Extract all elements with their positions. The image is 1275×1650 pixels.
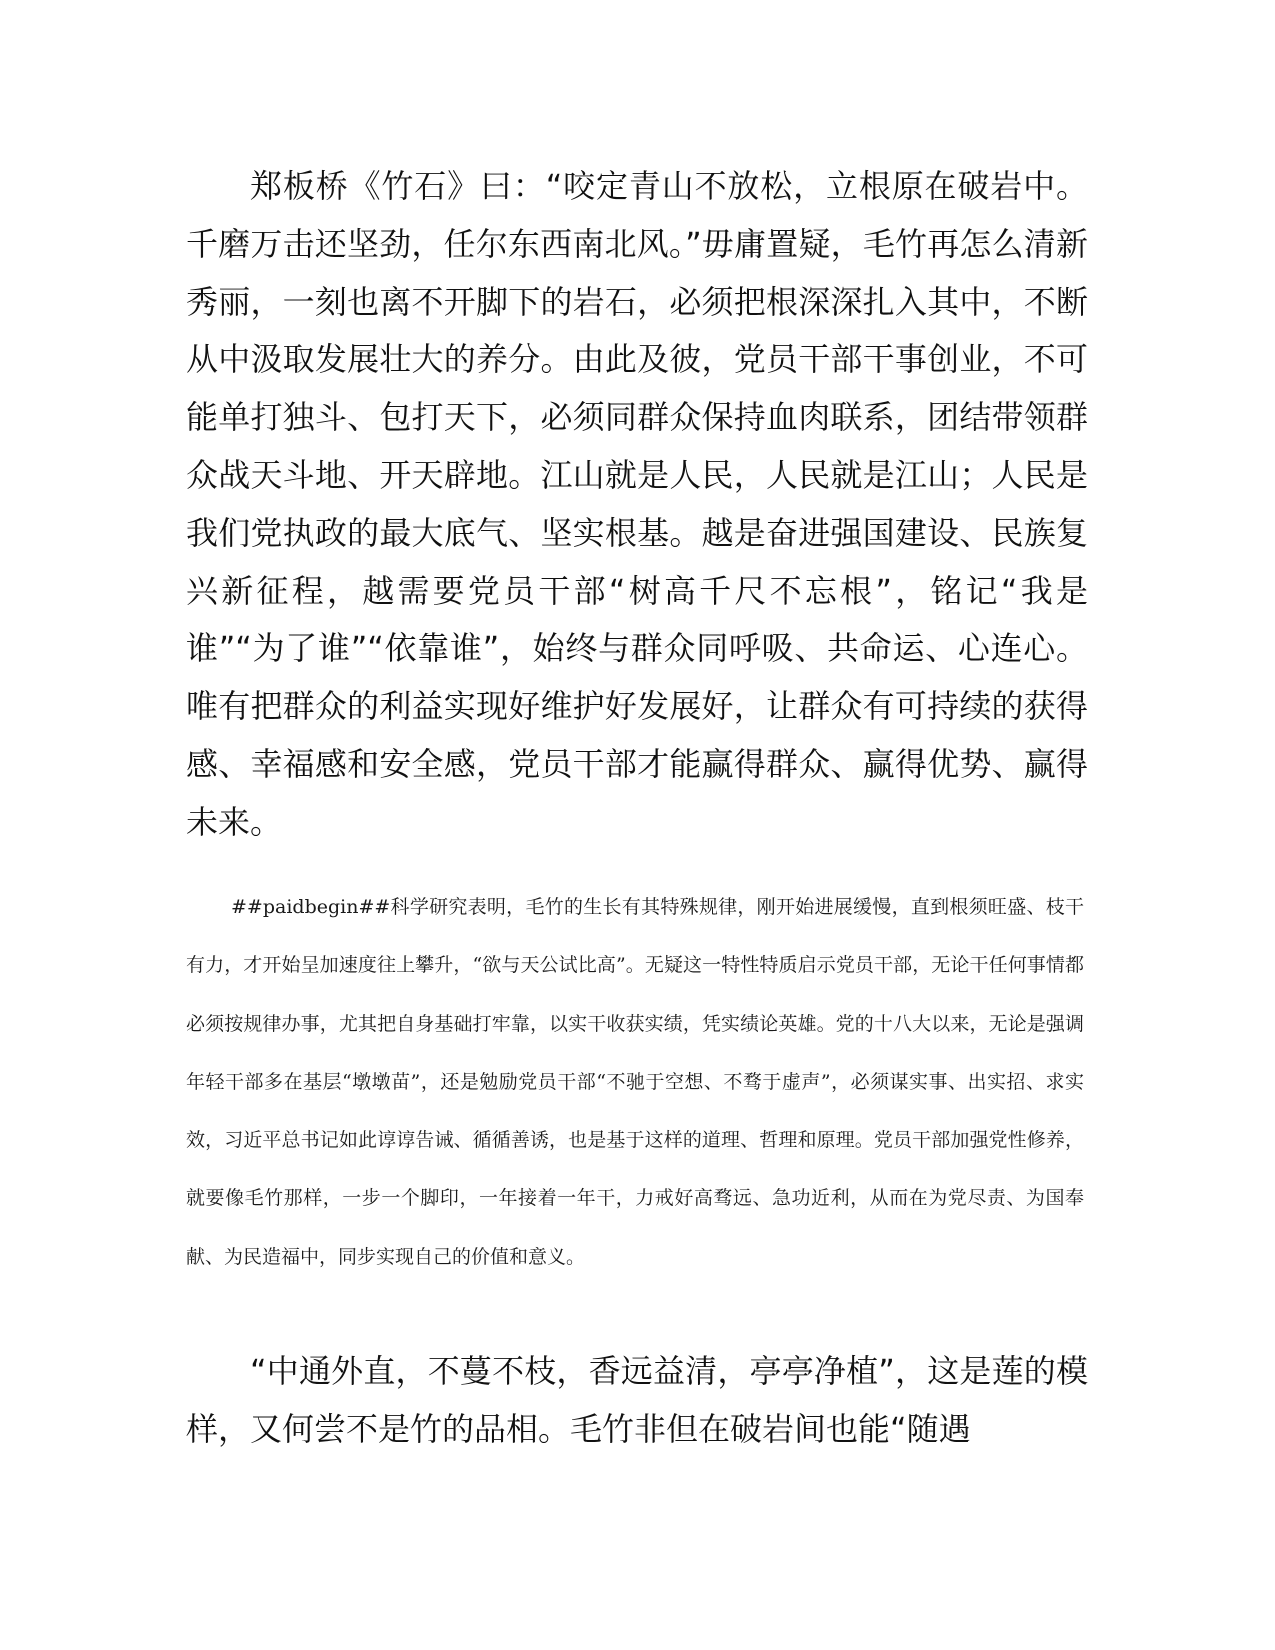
body-paragraph-lotus: “中通外直，不蔓不枝，香远益清，亭亭净植”，这是莲的模样，又何尝不是竹的品相。毛竹非但在破岩间也能“随遇 bbox=[186, 1352, 1088, 1448]
body-paragraph-growth-law: ##paidbegin##科学研究表明，毛竹的生长有其特殊规律，刚开始进展缓慢，直到根须旺盛、枝干有力，才开始呈加速度往上攀升，“欲与天公试比高”。无疑这一特性特质启示党员干部，无论干任何事情都必须按规律办事，尤其把自身基础打牢靠，以实干收获实绩，凭实绩论英雄。党的十八大以来，无论是强调年轻干部多在基层“墩墩苗”，还是勉励党员干部“不驰于空想、不骛于虚声”，必须谋实事、出实招、求实效，习近平总书记如此谆谆告诫、循循善诱，也是基于这样的道理、哲理和原理。党员干部加强党性修养，就要像毛竹那样，一步一个脚印，一年接着一年干，力戒好高骛远、急功近利，从而在为党尽责、为国奉献、为民造福中，同步实现自己的价值和意义。 bbox=[186, 896, 1084, 1268]
body-paragraph-bamboo-rock: 郑板桥《竹石》曰：“咬定青山不放松，立根原在破岩中。千磨万击还坚劲，任尔东西南北风。”毋庸置疑，毛竹再怎么清新秀丽，一刻也离不开脚下的岩石，必须把根深深扎入其中，不断从中汲取发展壮大的养分。由此及彼，党员干部干事创业，不可能单打独斗、包打天下，必须同群众保持血肉联系，团结带领群众战天斗地、开天辟地。江山就是人民，人民就是江山；人民是我们党执政的最大底气、坚实根基。越是奋进强国建设、民族复兴新征程，越需要党员干部“树高千尺不忘根”，铭记“我是谁”“为了谁”“依靠谁”，始终与群众同呼吸、共命运、心连心。唯有把群众的利益实现好维护好发展好，让群众有可持续的获得感、幸福感和安全感，党员干部才能赢得群众、赢得优势、赢得未来。 bbox=[186, 167, 1088, 841]
